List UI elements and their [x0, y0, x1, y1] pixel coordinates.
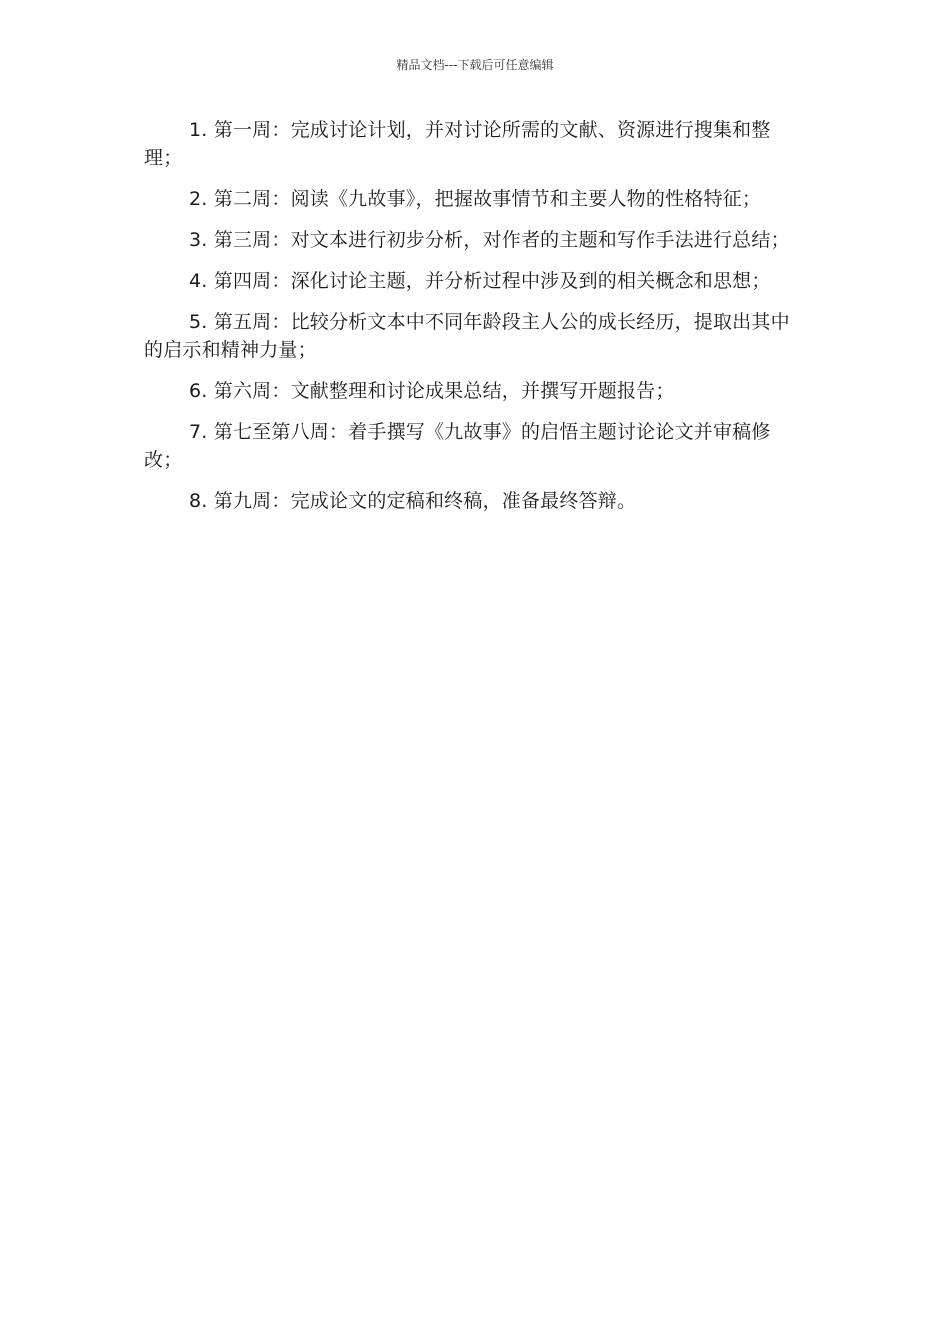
schedule-item-week-4: 4. 第四周：深化讨论主题，并分析过程中涉及到的相关概念和思想； — [189, 270, 771, 292]
schedule-item-week-3: 3. 第三周：对文本进行初步分析，对作者的主题和写作手法进行总结； — [189, 229, 790, 251]
schedule-item-week-6: 6. 第六周：文献整理和讨论成果总结，并撰写开题报告； — [189, 380, 675, 402]
schedule-item-week-2: 2. 第二周：阅读《九故事》，把握故事情节和主要人物的性格特征； — [189, 188, 762, 210]
schedule-item-week-1: 1. 第一周：完成讨论计划，并对讨论所需的文献、资源进行搜集和整理； — [144, 119, 771, 169]
schedule-list — [144, 116, 806, 528]
schedule-item-week-7-8: 7. 第七至第八周：着手撰写《九故事》的启悟主题讨论论文并审稿修改； — [144, 421, 771, 471]
schedule-item-week-9: 8. 第九周：完成论文的定稿和终稿，准备最终答辩。 — [189, 490, 637, 512]
page-header: 精品文档---下载后可任意编辑 — [396, 58, 554, 72]
schedule-item-week-5: 5. 第五周：比较分析文本中不同年龄段主人公的成长经历，提取出其中的启示和精神力量； — [144, 311, 790, 361]
